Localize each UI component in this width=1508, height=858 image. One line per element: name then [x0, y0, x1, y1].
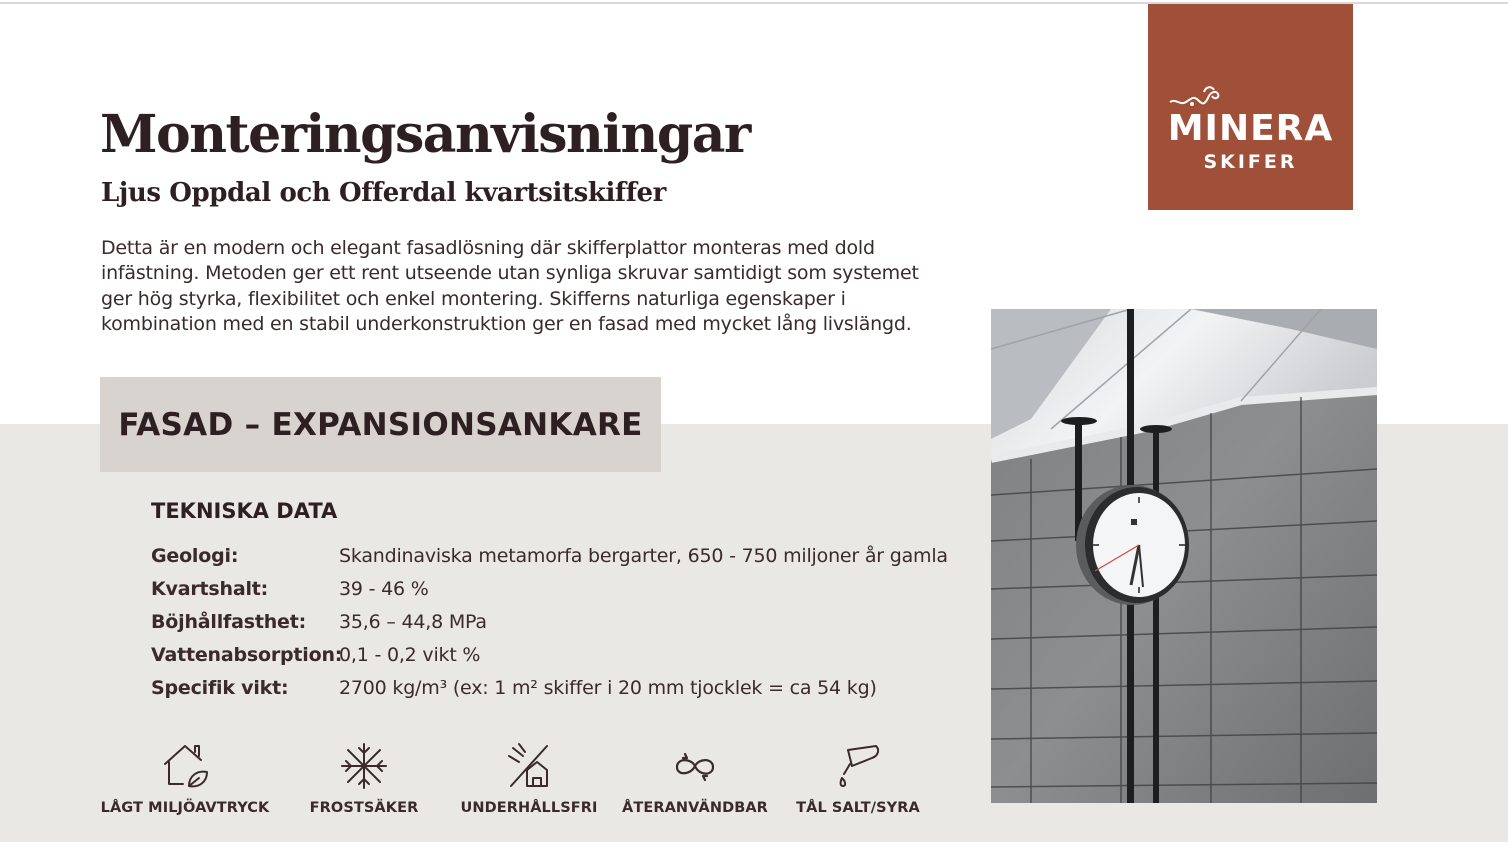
spec-value: 39 - 46 %	[339, 577, 429, 600]
spec-row	[151, 605, 948, 638]
facade-clock-photo	[991, 309, 1377, 803]
intro-paragraph: Detta är en modern och elegant fasadlösning där skifferplattor monteras med dold infästning. Metoden ger ett rent utseende utan synliga skruvar samtidigt som systemet ger hög styrka, flexibilitet och enkel montering. Skifferns naturliga egenskaper i kombination med en stabil underkonstruktion ger en fasad med mycket lång livslängd.	[101, 237, 919, 335]
feature-low-footprint	[100, 740, 270, 816]
acid-drop-icon	[832, 740, 884, 792]
recycle-icon	[669, 740, 721, 792]
feature-label: FROSTSÄKER	[309, 800, 419, 816]
spec-row	[151, 572, 948, 605]
specs-table	[151, 539, 948, 704]
spec-value: Skandinaviska metamorfa bergarter, 650 - 750 miljoner år gamla	[339, 544, 948, 567]
spec-value: 0,1 - 0,2 vikt %	[339, 643, 481, 666]
snowflake-icon	[338, 740, 390, 792]
minera-skifer-logo	[1148, 4, 1353, 210]
page-title: Monteringsanvisningar	[100, 104, 750, 165]
spec-value: 35,6 – 44,8 MPa	[339, 610, 487, 633]
specs-heading: TEKNISKA DATA	[151, 499, 338, 523]
spec-row	[151, 539, 948, 572]
spec-row	[151, 671, 948, 704]
bottom-strip	[0, 842, 1508, 858]
feature-label: TÅL SALT/SYRA	[796, 800, 920, 816]
spec-label: Geologi:	[151, 544, 239, 567]
feature-icons-row	[100, 740, 930, 830]
feature-salt-acid-resistant	[773, 740, 943, 816]
feature-maintenance-free	[444, 740, 614, 816]
spec-label: Vattenabsorption:	[151, 643, 343, 666]
spec-label: Specifik vikt:	[151, 676, 289, 699]
page-subtitle: Ljus Oppdal och Offerdal kvartsitskiffer	[101, 178, 666, 208]
feature-reusable	[610, 740, 780, 816]
no-maintenance-icon	[503, 740, 555, 792]
spec-row	[151, 638, 948, 671]
section-title-box	[100, 377, 661, 472]
feature-frost-resistant	[279, 740, 449, 816]
house-leaf-icon	[159, 740, 211, 792]
spec-label: Kvartshalt:	[151, 577, 269, 600]
feature-label: UNDERHÅLLSFRI	[460, 800, 598, 816]
feature-label: LÅGT MILJÖAVTRYCK	[100, 800, 270, 816]
feature-label: ÅTERANVÄNDBAR	[622, 800, 768, 816]
logo-wordmark: MINERA	[1167, 108, 1334, 149]
spec-label: Böjhållfasthet:	[151, 610, 306, 633]
section-title: FASAD – EXPANSIONSANKARE	[118, 406, 643, 443]
logo-subword: SKIFER	[1203, 151, 1298, 173]
spec-value: 2700 kg/m³ (ex: 1 m² skiffer i 20 mm tjocklek = ca 54 kg)	[339, 676, 877, 699]
